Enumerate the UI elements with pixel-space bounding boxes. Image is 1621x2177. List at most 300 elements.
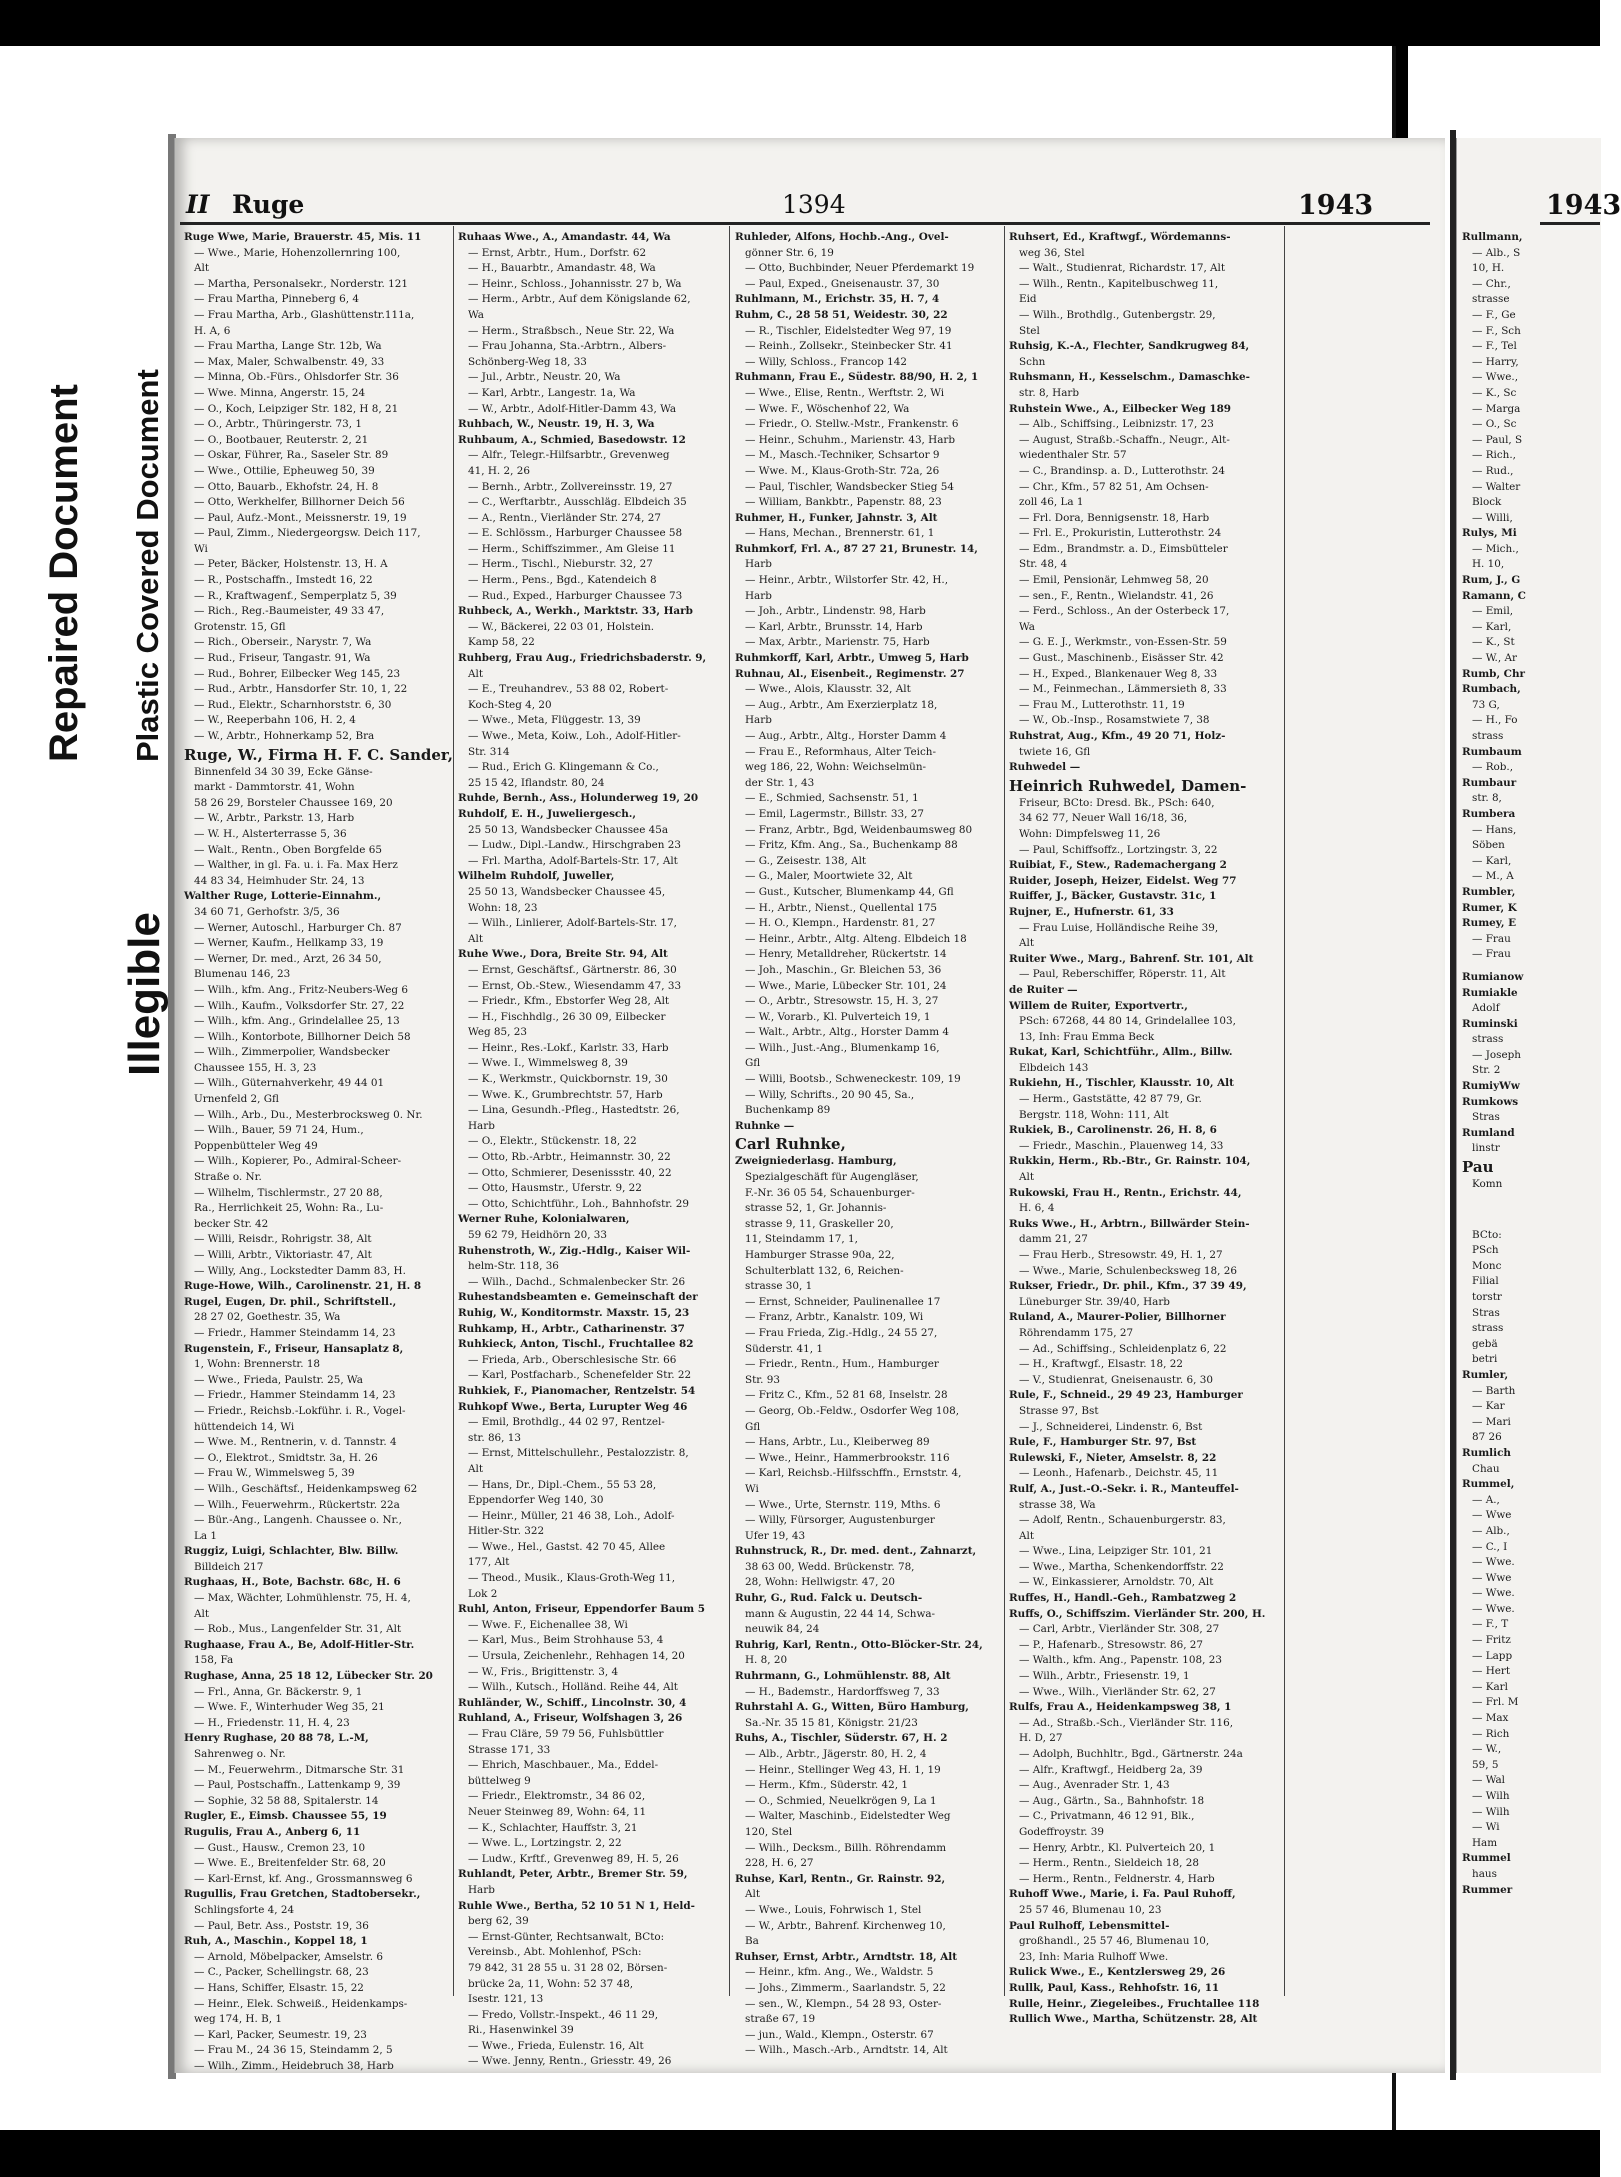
directory-entry-line: Poppenbütteler Weg 49 (194, 1139, 318, 1152)
directory-entry-line: Ruhoff Wwe., Marie, i. Fa. Paul Ruhoff, (1009, 1888, 1236, 1901)
directory-entry-line: — Joseph (1472, 1048, 1521, 1061)
directory-entry-line: Alt (468, 667, 484, 680)
header-name: Ruge (232, 190, 305, 219)
directory-entry-line: Friseur, BCto: Dresd. Bk., PSch: 640, (1019, 796, 1215, 809)
directory-entry-line: — Heinr., Schuhm., Marienstr. 43, Harb (745, 433, 956, 446)
directory-entry-line: Ruiter Wwe., Marg., Bahrenf. Str. 101, Alt (1009, 952, 1254, 965)
directory-entry-line: — Leonh., Hafenarb., Deichstr. 45, 11 (1019, 1467, 1219, 1480)
column-divider (1004, 226, 1005, 1996)
directory-entry-line: Zweigniederlasg. Hamburg, (735, 1155, 897, 1168)
directory-entry-line: — Wwe. F., Eichenallee 38, Wi (468, 1618, 628, 1631)
directory-entry-line: Schn (1019, 355, 1046, 368)
directory-entry-line: — W., Reeperbahn 106, H. 2, 4 (194, 714, 356, 727)
directory-entry-line: — Friedr., Reichsb.-Lokführ. i. R., Vogel- (194, 1404, 406, 1417)
directory-entry-line: Straße o. Nr. (194, 1171, 262, 1184)
directory-entry-line: Rulys, Mi (1462, 527, 1517, 540)
directory-entry-line: Harb (468, 1119, 495, 1132)
directory-column-2 (458, 230, 720, 2068)
directory-entry-line: — Herm., Pens., Bgd., Katendeich 8 (468, 574, 657, 587)
directory-entry-line: — Frau M., Lutterothstr. 11, 19 (1019, 698, 1185, 711)
directory-entry-line: — Ludw., Krftf., Grevenweg 89, H. 5, 26 (468, 1852, 679, 1865)
directory-entry-line: — Rud., (1472, 464, 1514, 477)
directory-entry-line: Ruhrstahl A. G., Witten, Büro Hamburg, (735, 1701, 969, 1714)
directory-entry-line: str. 86, 13 (468, 1431, 521, 1444)
directory-entry-line: Ruhmkorff, Karl, Arbtr., Umweg 5, Harb (735, 652, 969, 665)
directory-entry-line: Ruhmann, Frau E., Südestr. 88/90, H. 2, 1 (735, 371, 979, 384)
directory-entry-line: — Wilh., Zimm., Heidebruch 38, Harb (194, 2059, 394, 2072)
directory-entry-line: — Adolph, Buchhltr., Bgd., Gärtnerstr. 24a (1019, 1748, 1243, 1760)
directory-entry-line: Ruhländer, W., Schiff., Lincolnstr. 30, 4 (458, 1696, 687, 1709)
directory-entry-line: — W., Ar (1472, 652, 1517, 665)
directory-entry-line: Ruhlandt, Peter, Arbtr., Bremer Str. 59, (458, 1868, 688, 1881)
directory-entry-line: — William, Bankbtr., Papenstr. 88, 23 (745, 496, 942, 509)
directory-entry-line: Walther Ruge, Lotterie-Einnahm., (184, 890, 382, 903)
directory-entry-line: — Friedr., Rentn., Hum., Hamburger (745, 1358, 939, 1371)
directory-entry-line: — O., Arbtr., Thüringerstr. 73, 1 (194, 418, 362, 431)
directory-entry-line: — W., Fris., Brigittenstr. 3, 4 (468, 1665, 619, 1678)
directory-entry-line: Weg 85, 23 (468, 1026, 527, 1039)
directory-entry-line: — Hert (1472, 1665, 1511, 1678)
directory-entry-line: — C., Privatmann, 46 12 91, Blk., (1019, 1810, 1195, 1823)
directory-entry-line: Rumler, (1462, 1368, 1509, 1381)
directory-entry-line: Ruhnau, Al., Eisenbeit., Regimenstr. 27 (735, 667, 965, 680)
directory-entry-line: Rumkows (1462, 1095, 1519, 1108)
directory-entry-line: — Walt., Rentn., Oben Borgfelde 65 (194, 843, 382, 856)
directory-entry-line: — Wilh., Dachd., Schmalenbecker Str. 26 (468, 1275, 686, 1288)
directory-entry-line: — Wwe. Minna, Angerstr. 15, 24 (194, 386, 366, 399)
directory-entry-line: 120, Stel (745, 1825, 793, 1838)
directory-entry-line: mann & Augustin, 22 44 14, Schwa- (745, 1607, 936, 1620)
directory-entry-line: H. 6, 4 (1019, 1202, 1055, 1215)
directory-entry-line: Ruhnstruck, R., Dr. med. dent., Zahnarzt, (735, 1545, 977, 1558)
directory-entry-line: — Wilh., Kontorbote, Billhorner Deich 58 (194, 1030, 411, 1043)
directory-entry-line: — Wilh., Kaufm., Volksdorfer Str. 27, 22 (194, 999, 405, 1012)
directory-entry-line: Alt (194, 1607, 210, 1620)
directory-entry-line: — Herm., Kfm., Süderstr. 42, 1 (745, 1779, 908, 1792)
directory-entry-line: — Ehrich, Maschbauer., Ma., Eddel- (468, 1759, 659, 1772)
directory-entry-line: Alt (745, 1888, 761, 1901)
directory-entry-line: Vereinsb., Abt. Mohlenhof, PSch: (468, 1946, 642, 1959)
directory-entry-line: Ruhmer, H., Funker, Jahnstr. 3, Alt (735, 511, 938, 524)
directory-entry-line: strass (1472, 1322, 1504, 1335)
directory-entry-line: — Hans, Dr., Dipl.-Chem., 55 53 28, (468, 1478, 657, 1491)
directory-entry-line: wiedenthaler Str. 57 (1019, 449, 1127, 462)
directory-entry-line: — E., Schmied, Sachsenstr. 51, 1 (745, 792, 919, 805)
directory-entry-line: — Wwe., Meta, Flüggestr. 13, 39 (468, 714, 641, 727)
directory-entry-line: Heinrich Ruhwedel, Damen- (1009, 776, 1247, 795)
directory-entry-line: Hamburger Strasse 90a, 22, (745, 1249, 895, 1261)
directory-column-3 (735, 230, 997, 2057)
directory-entry-line: 34 60 71, Gerhofstr. 3/5, 36 (194, 905, 340, 918)
directory-entry-line: — Aug., Avenrader Str. 1, 43 (1019, 1779, 1170, 1792)
directory-entry-line: Wa (1019, 620, 1035, 633)
directory-entry-line: — Otto, Hausmstr., Uferstr. 9, 22 (468, 1182, 642, 1195)
directory-entry-line: — F., Tel (1472, 340, 1517, 353)
directory-entry-line: — Frau Martha, Arb., Glashüttenstr.111a, (194, 308, 415, 321)
directory-entry-line: Rulfs, Frau A., Heidenkampsweg 38, 1 (1009, 1701, 1232, 1714)
directory-entry-line: Rukiehn, H., Tischler, Klausstr. 10, Alt (1009, 1077, 1234, 1090)
directory-entry-line: — Frau Frieda, Zig.-Hdlg., 24 55 27, (745, 1326, 938, 1339)
directory-entry-line: — Wilh., kfm. Ang., Grindelallee 25, 13 (194, 1015, 400, 1028)
directory-entry-line: — Wilh., Kutsch., Holländ. Reihe 44, Alt (468, 1681, 678, 1694)
directory-entry-line: Rumey, E (1462, 917, 1516, 930)
directory-entry-line: — Minna, Ob.-Fürs., Ohlsdorfer Str. 36 (194, 371, 399, 384)
directory-entry-line: 28, Wohn: Hellwigstr. 47, 20 (745, 1576, 895, 1589)
directory-entry-line: — Wilh., Linlierer, Adolf-Bartels-Str. 17, (468, 917, 677, 930)
directory-entry-line: helm-Str. 118, 36 (468, 1260, 559, 1273)
directory-entry-line: Rule, F., Schneid., 29 49 23, Hamburger (1009, 1389, 1243, 1402)
directory-entry-line: — K., Werkmstr., Quickbornstr. 19, 30 (468, 1073, 668, 1086)
directory-entry-line: — Wwe., Frieda, Paulstr. 25, Wa (194, 1373, 363, 1386)
directory-entry-line: — Herm., Schiffszimmer., Am Gleise 11 (468, 542, 676, 555)
directory-entry-line: — Otto, Werkhelfer, Billhorner Deich 56 (194, 496, 405, 509)
directory-entry-line: Ruhs, A., Tischler, Süderstr. 67, H. 2 (735, 1732, 948, 1745)
directory-entry-line: — Lina, Gesundh.-Pfleg., Hastedtstr. 26, (468, 1104, 680, 1117)
directory-entry-line: — Karl, Arbtr., Langestr. 1a, Wa (468, 386, 636, 399)
directory-entry-line: — Wwe. Jenny, Rentn., Griesstr. 49, 26 (468, 2055, 672, 2068)
directory-entry-line: Kamp 58, 22 (468, 636, 535, 649)
directory-entry-line: — Frau Cläre, 59 79 56, Fuhlsbüttler (468, 1728, 664, 1740)
directory-entry-line: — Herm., Rentn., Sieldeich 18, 28 (1019, 1857, 1199, 1870)
directory-entry-line: Schlingsforte 4, 24 (194, 1903, 295, 1916)
directory-entry-line: Rum, J., G (1462, 574, 1521, 587)
directory-entry-line: — Wwe., Martha, Schenkendorffstr. 22 (1019, 1560, 1224, 1573)
directory-entry-line: str. 8, (1472, 792, 1502, 805)
directory-entry-line: — W., Bäckerei, 22 03 01, Holstein. (468, 620, 655, 633)
directory-entry-line: — M., Feinmechan., Lämmersieth 8, 33 (1019, 683, 1227, 696)
directory-entry-line: Stel (1019, 324, 1040, 337)
directory-entry-line: Rugel, Eugen, Dr. phil., Schriftstell., (184, 1295, 397, 1308)
directory-entry-line: — Max, Arbtr., Marienstr. 75, Harb (745, 636, 930, 649)
directory-entry-line: Ruhsig, K.-A., Flechter, Sandkrugweg 84, (1009, 340, 1250, 353)
directory-entry-line: Ruhe Wwe., Dora, Breite Str. 94, Alt (458, 948, 668, 961)
directory-entry-line: Sahrenweg o. Nr. (194, 1748, 286, 1760)
directory-entry-line: Ruhsert, Ed., Kraftwgf., Wördemanns- (1009, 231, 1231, 243)
directory-entry-line: — Alb., Arbtr., Jägerstr. 80, H. 2, 4 (745, 1748, 927, 1760)
directory-entry-line: Alt (468, 932, 484, 945)
directory-entry-line: — W., Arbtr., Adolf-Hitler-Damm 43, Wa (468, 402, 677, 415)
directory-entry-line: Rumer, K (1462, 901, 1517, 914)
directory-entry-line: 25 57 46, Blumenau 10, 23 (1019, 1903, 1162, 1916)
directory-entry-line: Rullk, Paul, Kass., Rehhofstr. 16, 11 (1009, 1981, 1220, 1994)
directory-entry-line: — Paul, Reberschiffer, Röperstr. 11, Alt (1019, 968, 1226, 981)
directory-entry-line: — Paul, S (1472, 433, 1523, 446)
directory-entry-line: — K., St (1472, 636, 1515, 649)
directory-entry-line: — Wwe (1472, 1509, 1512, 1522)
directory-entry-line: — Heinr., Res.-Lokf., Karlstr. 33, Harb (468, 1041, 669, 1054)
directory-entry-line: Ruhde, Bernh., Ass., Holunderweg 19, 20 (458, 792, 699, 805)
directory-entry-line: Hitler-Str. 322 (468, 1525, 545, 1538)
directory-entry-line: — Willy, Schloss., Francop 142 (745, 355, 907, 368)
directory-entry-line: — C., Werftarbtr., Ausschläg. Elbdeich 35 (468, 496, 687, 509)
directory-entry-line: — Ferd., Schloss., An der Osterbeck 17, (1019, 605, 1230, 618)
directory-entry-line: — Otto, Schmierer, Desenissstr. 40, 22 (468, 1166, 672, 1179)
directory-entry-line: — Wwe. L., Lortzingstr. 2, 22 (468, 1837, 622, 1850)
directory-entry-line: Rukowski, Frau H., Rentn., Erichstr. 44, (1009, 1186, 1242, 1199)
directory-entry-line: Lok 2 (468, 1587, 498, 1600)
directory-column-4 (1009, 230, 1271, 2026)
directory-entry-line: — J., Schneiderei, Lindenstr. 6, Bst (1019, 1420, 1203, 1433)
directory-entry-line: — Wilh., Feuerwehrm., Rückertstr. 22a (194, 1498, 400, 1511)
directory-entry-line: — Wwe., Heinr., Hammerbrookstr. 116 (745, 1451, 950, 1464)
directory-entry-line: — Friedr., Maschin., Plauenweg 14, 33 (1019, 1139, 1224, 1152)
directory-entry-line: — Rud., Elektr., Scharnhorststr. 6, 30 (194, 698, 392, 711)
directory-entry-line: — Henry, Arbtr., Kl. Pulverteich 20, 1 (1019, 1841, 1216, 1854)
directory-entry-line: Eppendorfer Weg 140, 30 (468, 1494, 604, 1507)
directory-entry-line: — Frau W., Wimmelsweg 5, 39 (194, 1467, 355, 1480)
directory-entry-line: Rummer (1462, 1883, 1513, 1896)
directory-entry-line: — Otto, Schichtführ., Loh., Bahnhofstr. 29 (468, 1197, 689, 1210)
directory-entry-line: 73 G, (1472, 698, 1500, 711)
directory-entry-line: Urnenfeld 2, Gfl (194, 1093, 279, 1106)
directory-entry-line: Ruider, Joseph, Heizer, Eidelst. Weg 77 (1009, 874, 1237, 887)
directory-entry-line: — Georg, Ob.-Feldw., Osdorfer Weg 108, (745, 1404, 960, 1417)
directory-entry-line: — Bür.-Ang., Langenh. Chaussee o. Nr., (194, 1514, 402, 1527)
repaired-document-label: Repaired Document (42, 384, 86, 762)
directory-entry-line: Alt (1019, 1171, 1035, 1184)
directory-entry-line: — Joh., Arbtr., Lindenstr. 98, Harb (745, 605, 926, 618)
directory-entry-line: — Paul, Betr. Ass., Poststr. 19, 36 (194, 1919, 369, 1932)
column-divider (729, 226, 730, 1996)
directory-entry-line: — Gust., Maschinenb., Eisässer Str. 42 (1019, 652, 1224, 665)
directory-entry-line: Rulick Wwe., E., Kentzlersweg 29, 26 (1009, 1966, 1226, 1979)
directory-entry-line: — H., Bauarbtr., Amandastr. 48, Wa (468, 262, 656, 275)
directory-entry-line: Schönberg-Weg 18, 33 (468, 355, 587, 368)
directory-entry-line: Rugulis, Frau A., Anberg 6, 11 (184, 1825, 361, 1838)
directory-entry-line: PSch: 67268, 44 80 14, Grindelallee 103, (1019, 1015, 1236, 1028)
directory-entry-line: — Frieda, Arb., Oberschlesische Str. 66 (468, 1353, 677, 1366)
directory-entry-line: Sa.-Nr. 35 15 81, Königstr. 21/23 (745, 1716, 918, 1729)
page-number: 1394 (782, 190, 846, 219)
directory-entry-line: — Heinr., kfm. Ang., We., Waldstr. 5 (745, 1966, 934, 1979)
directory-entry-line: Henry Rughase, 20 88 78, L.-M, (184, 1732, 369, 1745)
directory-entry-line: Ruiffer, J., Bäcker, Gustavstr. 31c, 1 (1009, 890, 1217, 903)
directory-entry-line: — Heinr., Schloss., Johannisstr. 27 b, Wa (468, 277, 682, 290)
directory-entry-line: — Paul, Aufz.-Mont., Meissnerstr. 19, 19 (194, 511, 407, 524)
directory-entry-line: — Rich., Reg.-Baumeister, 49 33 47, (194, 605, 385, 618)
directory-entry-line: — Reinh., Zollsekr., Steinbecker Str. 41 (745, 340, 953, 353)
directory-entry-line: weg 174, H. B, 1 (194, 2013, 282, 2026)
directory-entry-line: Rumbler, (1462, 885, 1516, 898)
directory-entry-line: Ri., Hasenwinkel 39 (468, 2024, 574, 2037)
directory-entry-line: Ruhberg, Frau Aug., Friedrichsbaderstr. 9, (458, 652, 707, 665)
directory-entry-line: — Fritz, Kfm. Ang., Sa., Buchenkamp 88 (745, 839, 958, 852)
directory-entry-line: — Peter, Bäcker, Holstenstr. 13, H. A (194, 558, 388, 571)
directory-entry-line: Ruhkieck, Anton, Tischl., Fruchtallee 82 (458, 1338, 694, 1351)
directory-entry-line: Ruffs, O., Schiffszim. Vierländer Str. 200, H. (1009, 1607, 1266, 1620)
directory-entry-line: Ba (745, 1935, 759, 1948)
directory-entry-line: — H., Friedenstr. 11, H. 4, 23 (194, 1716, 350, 1729)
directory-entry-line: — jun., Wald., Klempn., Osterstr. 67 (745, 2028, 934, 2041)
directory-entry-line: — Paul, Exped., Gneisenaustr. 37, 30 (745, 277, 940, 290)
directory-entry-line: Neuer Steinweg 89, Wohn: 64, 11 (468, 1805, 647, 1818)
directory-entry-line: Adolf (1472, 1002, 1500, 1015)
directory-entry-line: — Herm., Straßbsch., Neue Str. 22, Wa (468, 324, 675, 337)
directory-entry-line: — Karl, Postfacharb., Schenefelder Str. 22 (468, 1369, 692, 1382)
directory-entry-line: — Wilh., Geschäftsf., Heidenkampsweg 62 (194, 1482, 418, 1495)
directory-entry-line: — Kar (1472, 1400, 1505, 1413)
directory-entry-line: Harb (745, 558, 772, 571)
directory-entry-line: — Herm., Arbtr., Auf dem Königslande 62, (468, 293, 691, 306)
directory-entry-line: 59 62 79, Heidhörn 20, 33 (468, 1229, 608, 1241)
directory-entry-line: — Karl, Mus., Beim Strohhause 53, 4 (468, 1634, 664, 1647)
directory-entry-line: — Wwe (1472, 1571, 1512, 1584)
directory-entry-line: Harb (745, 589, 772, 602)
directory-entry-line: Buchenkamp 89 (745, 1104, 831, 1117)
directory-entry-line: — O., Sc (1472, 418, 1517, 431)
directory-entry-line (1462, 1214, 1600, 1221)
directory-entry-line: Ruhkamp, H., Arbtr., Catharinenstr. 37 (458, 1322, 685, 1335)
directory-entry-line: — Bernh., Arbtr., Zollvereinsstr. 19, 27 (468, 480, 673, 493)
directory-entry-line: — Alb., S (1472, 246, 1521, 259)
directory-entry-line: Stras (1472, 1111, 1500, 1124)
directory-entry-line: Ruhbeck, A., Werkh., Marktstr. 33, Harb (458, 605, 693, 618)
directory-entry-line: Rumiakle (1462, 986, 1518, 999)
directory-entry-line: — Frl. Dora, Bennigsenstr. 18, Harb (1019, 511, 1210, 524)
directory-entry-line: Eid (1019, 293, 1037, 306)
directory-entry-line: strasse (1472, 293, 1510, 306)
directory-entry-line: — Karl, Reichsb.-Hilfsschffn., Ernststr. 4, (745, 1467, 962, 1480)
directory-entry-line: Ruhrig, Karl, Rentn., Otto-Blöcker-Str. 24, (735, 1638, 983, 1651)
directory-entry-line: — Emil, (1472, 605, 1514, 618)
directory-entry-line: — Mari (1472, 1415, 1511, 1428)
column-divider (1284, 226, 1285, 1996)
directory-entry-line: — Rud., Bohrer, Eilbecker Weg 145, 23 (194, 667, 401, 680)
directory-entry-line: — Wilh (1472, 1805, 1510, 1818)
directory-entry-line: Elbdeich 143 (1019, 1061, 1089, 1074)
directory-entry-line: Rumbach, (1462, 683, 1521, 696)
directory-entry-line: — K., Sc (1472, 386, 1517, 399)
directory-entry-line: berg 62, 39 (468, 1915, 529, 1928)
directory-entry-line: — Henry, Metalldreher, Rückertstr. 14 (745, 948, 947, 961)
directory-entry-line: str. 8, Harb (1019, 386, 1080, 399)
directory-entry-line: 28 27 02, Goethestr. 35, Wa (194, 1311, 341, 1324)
directory-entry-line: — Wilh., Decksm., Billh. Röhrendamm (745, 1841, 947, 1854)
directory-entry-line: — Herm., Rentn., Feldnerstr. 4, Harb (1019, 1872, 1215, 1885)
directory-entry-line: Rughaas, H., Bote, Bachstr. 68c, H. 6 (184, 1576, 401, 1589)
directory-entry-line: — Herm., Tischl., Nieburstr. 32, 27 (468, 558, 653, 571)
directory-entry-line: neuwik 84, 24 (745, 1623, 820, 1636)
directory-entry-line: Werner Ruhe, Kolonialwaren, (458, 1213, 630, 1226)
directory-entry-line: — G., Maler, Moortwiete 32, Alt (745, 870, 913, 883)
directory-entry-line: strass (1472, 1033, 1504, 1046)
header-year: 1943 (1298, 190, 1374, 221)
directory-entry-line: — Ernst, Mittelschullehr., Pestalozzistr. 8, (468, 1447, 689, 1460)
directory-entry-line: — Karl-Ernst, kf. Ang., Grossmannsweg 6 (194, 1872, 413, 1885)
directory-entry-line: Wohn: Dimpfelsweg 11, 26 (1019, 827, 1161, 840)
directory-entry-line: Ruhestandsbeamten e. Gemeinschaft der (458, 1291, 698, 1304)
directory-entry-line: Rujner, E., Hufnerstr. 61, 33 (1009, 905, 1174, 918)
directory-entry-line: Ham (1472, 1836, 1498, 1849)
directory-entry-line: — Wwe., Urte, Sternstr. 119, Mths. 6 (745, 1498, 941, 1511)
directory-entry-line: Alt (468, 1462, 484, 1475)
directory-entry-line: — Frl. E., Prokuristin, Lutterothstr. 24 (1019, 527, 1222, 540)
directory-entry-line: — Frl. Martha, Adolf-Bartels-Str. 17, Alt (468, 854, 678, 867)
directory-entry-line: — Willi, Reisdr., Rohrigstr. 38, Alt (194, 1233, 372, 1246)
directory-entry-line (1462, 1200, 1600, 1207)
directory-entry-line: Rummel (1462, 1852, 1511, 1865)
directory-entry-line: Rummel, (1462, 1478, 1515, 1491)
directory-entry-line: Ruhl, Anton, Friseur, Eppendorfer Baum 5 (458, 1603, 706, 1616)
directory-entry-line: — M., Feuerwehrm., Ditmarsche Str. 31 (194, 1763, 405, 1776)
directory-entry-line: Wa (468, 308, 484, 321)
directory-entry-line: Willem de Ruiter, Exportvertr., (1009, 999, 1188, 1012)
directory-entry-line: — Walter, Maschinb., Eidelstedter Weg (745, 1810, 951, 1823)
directory-entry-line: — Otto, Rb.-Arbtr., Heimannstr. 30, 22 (468, 1151, 671, 1164)
header-rule (180, 222, 1430, 225)
directory-entry-line: Rumianow (1462, 970, 1524, 983)
directory-entry-line: — Willy, Ang., Lockstedter Damm 83, H. (194, 1264, 406, 1277)
directory-entry-line: 58 26 29, Borsteler Chaussee 169, 20 (194, 796, 393, 809)
directory-entry-line: — F., T (1472, 1618, 1509, 1631)
directory-entry-line: Rukser, Friedr., Dr. phil., Kfm., 37 39 49, (1009, 1280, 1247, 1293)
directory-entry-line: 177, Alt (468, 1556, 510, 1569)
directory-entry-line: strasse 52, 1, Gr. Johannis- (745, 1202, 887, 1215)
directory-entry-line: — Karl, Arbtr., Brunsstr. 14, Harb (745, 620, 923, 633)
directory-entry-line: Str. 48, 4 (1019, 558, 1068, 571)
directory-entry-line: — Frau Luise, Holländische Reihe 39, (1019, 921, 1219, 934)
directory-entry-line: — Rich (1472, 1727, 1510, 1740)
directory-entry-line: — G., Zeisestr. 138, Alt (745, 854, 867, 867)
directory-entry-line: — Heinr., Müller, 21 46 38, Loh., Adolf- (468, 1509, 675, 1522)
directory-entry-line: — Karl, Packer, Seumestr. 19, 23 (194, 2028, 367, 2041)
directory-entry-line: Röhrendamm 175, 27 (1019, 1326, 1134, 1339)
directory-entry-line: — H., Fo (1472, 714, 1518, 727)
directory-entry-line: Ruhland, A., Friseur, Wolfshagen 3, 26 (458, 1712, 683, 1725)
directory-entry-line: Komn (1472, 1178, 1503, 1191)
directory-entry-line: — Ernst, Arbtr., Hum., Dorfstr. 62 (468, 246, 647, 259)
directory-entry-line: — Joh., Maschin., Gr. Bleichen 53, 36 (745, 963, 942, 976)
directory-entry-line: Rumlich (1462, 1446, 1511, 1459)
directory-entry-line: — Friedr., Kfm., Ebstorfer Weg 28, Alt (468, 995, 670, 1008)
directory-entry-line: — Wwe., Marie, Schulenbecksweg 18, 26 (1019, 1264, 1237, 1277)
directory-entry-line: weg 36, Stel (1019, 246, 1085, 259)
directory-entry-line: H. 8, 20 (745, 1654, 788, 1667)
directory-entry-line: Stras (1472, 1306, 1500, 1319)
directory-entry-line: — Max, Maler, Schwalbenstr. 49, 33 (194, 355, 385, 368)
directory-entry-line: Ruhr, G., Rud. Falck u. Deutsch- (735, 1592, 923, 1605)
directory-entry-line: Wi (194, 542, 208, 555)
directory-entry-line: — sen., W., Klempn., 54 28 93, Oster- (745, 1997, 942, 2010)
directory-entry-line: — Adolf, Rentn., Schauenburgerstr. 83, (1019, 1514, 1226, 1527)
directory-entry-line: strass (1472, 730, 1504, 742)
directory-entry-line: — Wwe. (1472, 1587, 1515, 1600)
directory-entry-line: 38 63 00, Wedd. Brückenstr. 78, (745, 1560, 915, 1573)
directory-entry-line: Block (1472, 496, 1502, 509)
directory-entry-line: — A., (1472, 1493, 1500, 1506)
directory-entry-line: — Heinr., Arbtr., Wilstorfer Str. 42, H., (745, 574, 949, 587)
directory-entry-line: Ruhbaum, A., Schmied, Basedowstr. 12 (458, 433, 686, 446)
directory-column-1 (184, 230, 453, 2072)
directory-entry-line: — Wwe., Elise, Rentn., Werftstr. 2, Wi (745, 386, 945, 399)
directory-entry-line: Ruminski (1462, 1017, 1518, 1030)
directory-entry-line: Alt (1019, 1529, 1035, 1542)
directory-entry-line: — Wwe. F., Wöschenhof 22, Wa (745, 402, 910, 415)
directory-entry-line: Rumland (1462, 1126, 1515, 1139)
directory-entry-line: Ruhser, Ernst, Arbtr., Arndtstr. 18, Alt (735, 1950, 958, 1963)
directory-entry-line: — Wilh (1472, 1790, 1510, 1802)
directory-entry-line (1462, 1193, 1600, 1200)
directory-entry-line: — H., Kraftwgf., Elsastr. 18, 22 (1019, 1358, 1183, 1371)
directory-entry-line: — Edm., Brandmstr. a. D., Eimsbütteler (1019, 542, 1228, 555)
directory-entry-line: — R., Postschaffn., Imstedt 16, 22 (194, 574, 373, 587)
directory-entry-line: — G. E. J., Werkmstr., von-Essen-Str. 59 (1019, 636, 1227, 649)
directory-entry-line: — Wal (1472, 1774, 1505, 1787)
directory-entry-line: — Rud., Arbtr., Hansdorfer Str. 10, 1, 22 (194, 683, 408, 696)
directory-entry-line: — Wwe. F., Winterhuder Weg 35, 21 (194, 1701, 385, 1714)
directory-entry-line: Ruhleder, Alfons, Hochb.-Ang., Ovel- (735, 231, 949, 243)
directory-entry-line: — W., (1472, 1743, 1502, 1756)
